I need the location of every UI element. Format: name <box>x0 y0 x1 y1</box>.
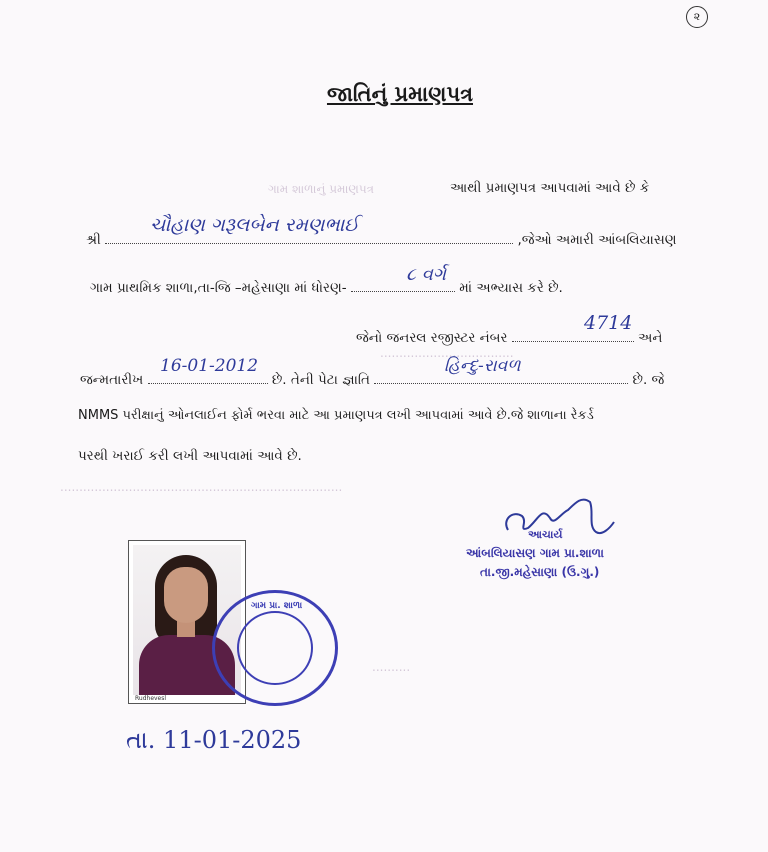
seal-title: આચાર્ય <box>528 528 563 541</box>
sub-caste: હિન્દુ-રાવળ <box>444 356 521 376</box>
bleed-through-text: .......................................................................... <box>60 480 343 494</box>
text-line-1: આથી પ્રમાણપત્ર આપવામાં આવે છે કે <box>450 180 650 196</box>
line-3-prefix: ગામ પ્રાથમિક શાળા,તા-જિ –મહેસાણા માં ધોરણ- <box>90 280 347 296</box>
page-title: જાતિનું પ્રમાણપત્ર <box>326 82 474 106</box>
bleed-through-text: ગામ શાળાનું પ્રમાણપત્ર <box>268 182 375 196</box>
bleed-through-text: .......... <box>372 660 411 674</box>
birth-date: 16-01-2012 <box>160 356 259 376</box>
student-name: ચૌહાણ ગરૂલબેન રમણભાઈ <box>150 214 359 236</box>
line-5-suffix: છે. જે <box>632 372 665 388</box>
line-4-suffix: અને <box>638 330 663 346</box>
line-4-prefix: જેનો જનરલ રજીસ્ટર નંબર <box>356 330 508 346</box>
text-line-7: પરથી ખરાઈ કરી લખી આપવામાં આવે છે. <box>78 448 302 464</box>
issue-date: તા. 11-01-2025 <box>126 726 302 754</box>
stamp-emblem <box>237 611 313 685</box>
register-number: 4714 <box>584 312 633 334</box>
stamp-text: ગામ પ્રા. શાળા <box>251 601 303 611</box>
line-3-suffix: માં અભ્યાસ કરે છે. <box>459 280 563 296</box>
shri-label: શ્રી <box>86 232 101 248</box>
photo-caption: Rudhevesl <box>135 695 167 702</box>
seal-place: તા.જી.મહેસાણા (ઉ.ગુ.) <box>480 565 600 579</box>
line-2-suffix: ,જેઓ અમારી આંબલિયાસણ <box>517 232 677 248</box>
standard-value: ૮ વર્ગ <box>406 264 446 285</box>
line-5-prefix: જન્મતારીખ <box>80 372 144 388</box>
school-stamp <box>212 590 338 706</box>
line-5-mid: છે. તેની પેટા જ્ઞાતિ <box>271 372 370 388</box>
page-number: ૨ <box>686 6 708 28</box>
bleed-through-text: ................................... <box>380 346 514 360</box>
text-line-3 <box>90 276 563 296</box>
seal-school: આંબલિયાસણ ગામ પ્રા.શાળા <box>466 546 604 560</box>
text-line-6: NMMS પરીક્ષાનું ઓનલાઈન ફોર્મ ભરવા માટે આ પ્રમાણપત્ર લખી આપવામાં આવે છે.જે શાળાના રેકર્ડ <box>78 408 594 423</box>
